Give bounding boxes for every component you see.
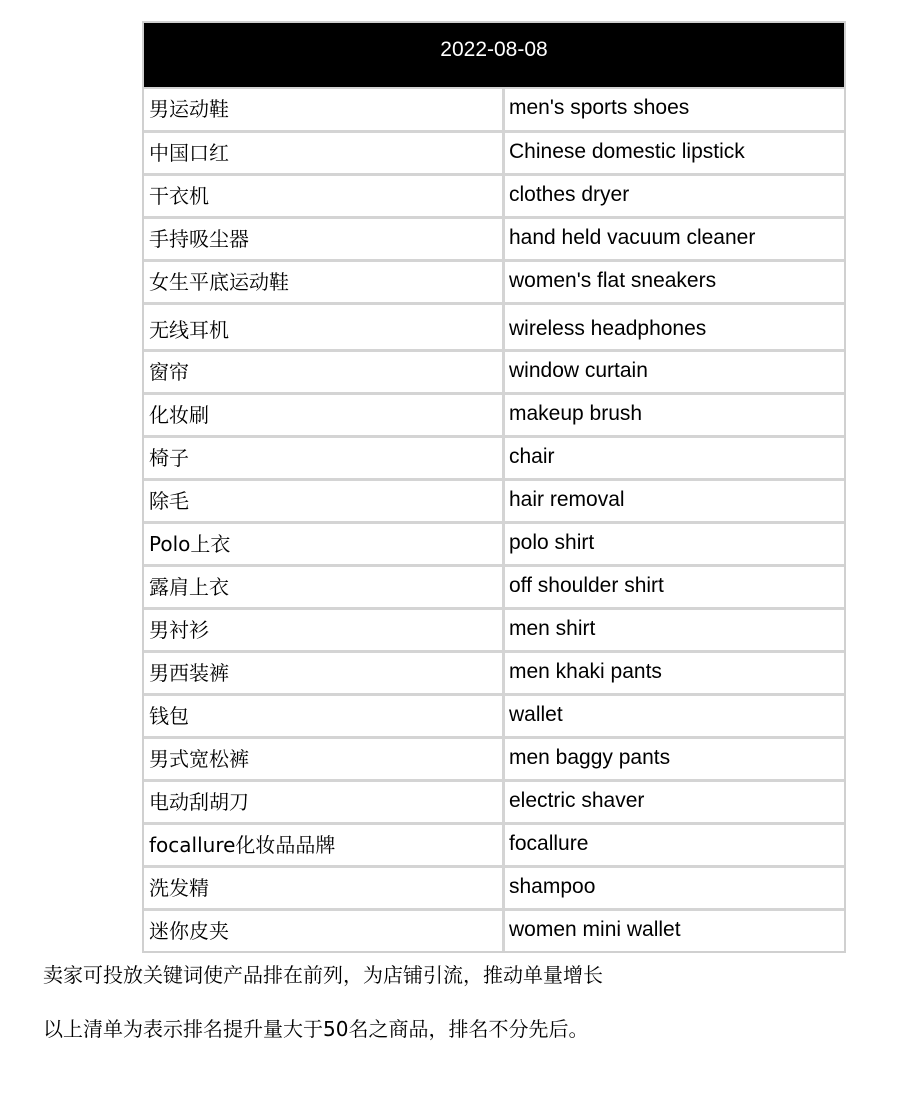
table-row [144, 349, 844, 392]
table-row [144, 216, 844, 259]
table-row [144, 392, 844, 435]
table-row [144, 607, 844, 650]
table-header-date: 2022-08-08 [144, 23, 844, 87]
keyword-chinese: 女生平底运动鞋 [144, 262, 505, 302]
keyword-chinese: 手持吸尘器 [144, 219, 505, 259]
keyword-chinese: 无线耳机 [144, 305, 505, 349]
table-row [144, 259, 844, 302]
keyword-english: off shoulder shirt [509, 574, 664, 597]
keyword-chinese: 露肩上衣 [144, 567, 505, 607]
keyword-chinese: 窗帘 [144, 352, 505, 392]
keyword-chinese: 迷你皮夹 [144, 911, 505, 951]
keyword-chinese: 男衬衫 [144, 610, 505, 650]
keyword-english: women's flat sneakers [509, 269, 717, 292]
keyword-chinese: 干衣机 [144, 176, 505, 216]
keyword-chinese: 洗发精 [144, 868, 505, 908]
keyword-english: men khaki pants [509, 660, 662, 683]
keyword-english: wireless headphones [509, 317, 707, 340]
keyword-chinese: focallure化妆品品牌 [144, 825, 505, 865]
table-body [144, 87, 844, 951]
keyword-english: hand held vacuum cleaner [509, 226, 756, 249]
table-row [144, 435, 844, 478]
keyword-english: shampoo [509, 875, 596, 898]
table-row [144, 521, 844, 564]
table-row [144, 302, 844, 349]
keyword-english: polo shirt [509, 531, 595, 554]
keyword-english: electric shaver [509, 789, 645, 812]
note-ranking: 以上清单为表示排名提升量大于50名之商品，排名不分先后。 [43, 1017, 589, 1041]
table-row [144, 478, 844, 521]
keyword-english: chair [509, 445, 555, 468]
keyword-english: hair removal [509, 488, 625, 511]
keyword-chinese: 椅子 [144, 438, 505, 478]
table-row [144, 693, 844, 736]
keyword-table [142, 21, 846, 953]
table-row [144, 779, 844, 822]
table-row [144, 865, 844, 908]
table-row [144, 908, 844, 951]
table-row [144, 650, 844, 693]
table-row [144, 736, 844, 779]
table-row [144, 130, 844, 173]
keyword-english: window curtain [509, 359, 648, 382]
keyword-chinese: 中国口红 [144, 133, 505, 173]
keyword-chinese: Polo上衣 [144, 524, 505, 564]
table-row [144, 173, 844, 216]
keyword-english: wallet [509, 703, 563, 726]
keyword-english: women mini wallet [509, 918, 681, 941]
keyword-english: men's sports shoes [509, 96, 690, 119]
keyword-chinese: 钱包 [144, 696, 505, 736]
keyword-english: Chinese domestic lipstick [509, 140, 745, 163]
keyword-chinese: 化妆刷 [144, 395, 505, 435]
note-advertising: 卖家可投放关键词使产品排在前列，为店铺引流，推动单量增长 [43, 963, 603, 987]
keyword-english: makeup brush [509, 402, 643, 425]
keyword-english: focallure [509, 832, 589, 855]
keyword-chinese: 男运动鞋 [144, 89, 505, 130]
table-row [144, 822, 844, 865]
keyword-english: men shirt [509, 617, 596, 640]
table-row [144, 564, 844, 607]
keyword-chinese: 男西装裤 [144, 653, 505, 693]
table-row [144, 87, 844, 130]
keyword-chinese: 电动刮胡刀 [144, 782, 505, 822]
keyword-chinese: 除毛 [144, 481, 505, 521]
keyword-chinese: 男式宽松裤 [144, 739, 505, 779]
keyword-english: men baggy pants [509, 746, 671, 769]
keyword-english: clothes dryer [509, 183, 630, 206]
